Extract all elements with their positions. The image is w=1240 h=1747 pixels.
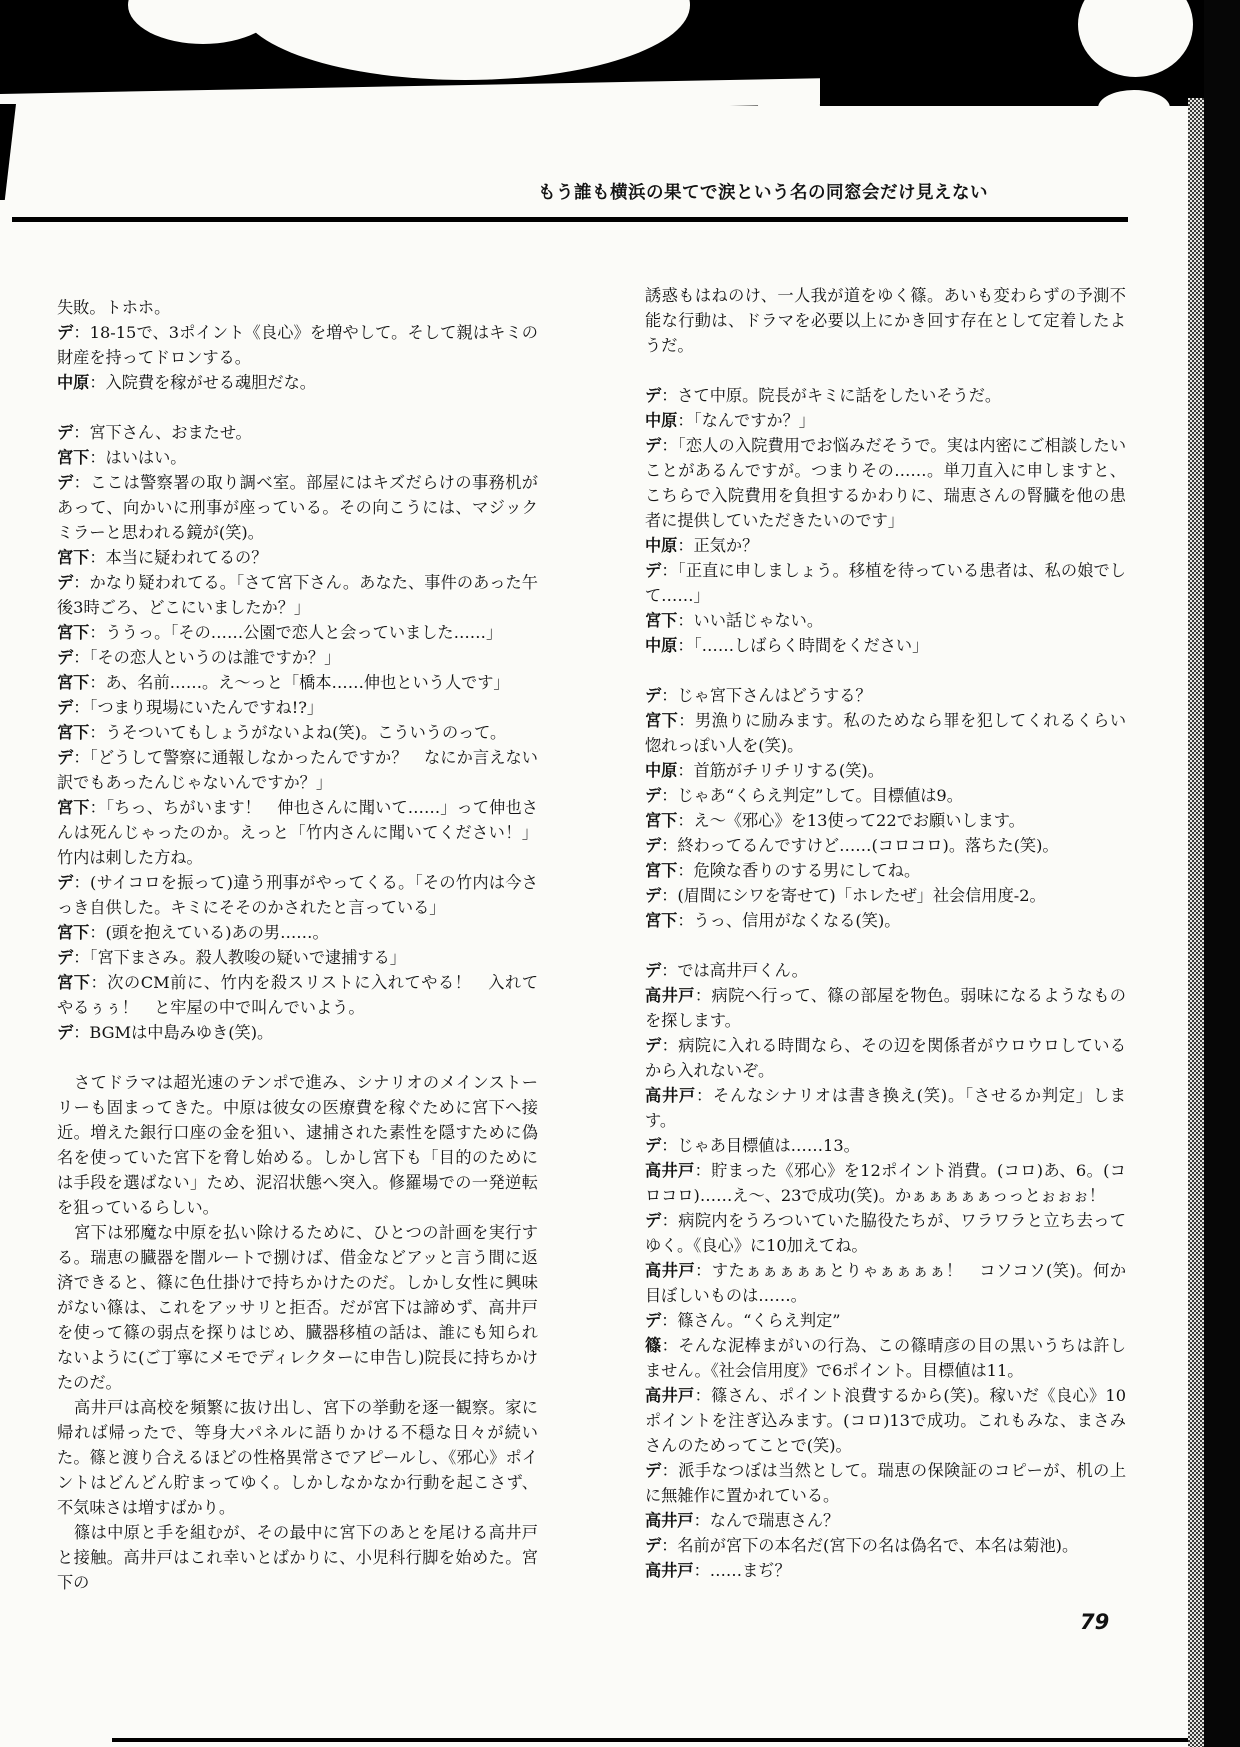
speaker-name: 宮下 xyxy=(57,798,90,817)
dialogue-line: 宮下：いい話じゃない。 xyxy=(645,611,824,630)
dialogue-line: 宮下：ううっ。「その……公園で恋人と会っていました……」 xyxy=(57,623,503,642)
dialogue-line: デ：さて中原。院長がキミに話をしたいそうだ。 xyxy=(645,386,1002,405)
dialogue-line: デ：宮下さん、おまたせ。 xyxy=(57,423,252,442)
dialogue-line: デ：「正直に申しましょう。移植を待っている患者は、私の娘でして……」 xyxy=(645,561,1126,605)
speaker-name: 高井戸 xyxy=(645,986,695,1005)
speaker-name: 高井戸 xyxy=(645,1086,696,1105)
scan-artifact-bottom-line xyxy=(112,1738,1204,1742)
speaker-name: 高井戸 xyxy=(645,1511,694,1530)
speaker-name: デ xyxy=(645,1536,662,1555)
speaker-name: 中原 xyxy=(645,536,678,555)
right-text-column xyxy=(645,283,1126,1583)
scan-white-blob xyxy=(1098,90,1170,126)
dialogue-line: デ：「宮下まさみ。殺人教唆の疑いで逮捕する」 xyxy=(57,948,406,967)
scan-artifact-top-band xyxy=(0,0,1240,106)
narrative-paragraph: 失敗。トホホ。 xyxy=(57,298,171,317)
speaker-name: デ xyxy=(645,1136,662,1155)
speaker-name: 篠 xyxy=(645,1336,662,1355)
speaker-name: 中原 xyxy=(57,373,90,392)
speaker-name: 宮下 xyxy=(645,911,678,930)
speaker-name: デ xyxy=(645,1461,662,1480)
dialogue-line: デ：かなり疑われてる。「さて宮下さん。あなた、事件のあった午後3時ごろ、どこにいましたか？」 xyxy=(57,573,538,617)
dialogue-line: 高井戸：篠さん、ポイント浪費するから(笑)。稼いだ《良心》10ポイントを注ぎ込みます。(コロ)13で成功。これもみな、まさみさんのためってことで(笑)。 xyxy=(645,1386,1127,1455)
speaker-name: 高井戸 xyxy=(645,1386,695,1405)
dialogue-line: デ：では高井戸くん。 xyxy=(645,961,808,980)
dialogue-line: デ：「つまり現場にいたんですね!?」 xyxy=(57,698,324,717)
header-rule xyxy=(12,217,1128,222)
speaker-name: 中原 xyxy=(645,636,678,655)
speaker-name: 宮下 xyxy=(645,861,678,880)
dialogue-line: 宮下：本当に疑われてるの？ xyxy=(57,548,268,567)
dialogue-line: デ：18-15で、3ポイント《良心》を増やして。そして親はキミの財産を持ってドロンする。 xyxy=(57,323,538,367)
dialogue-line: 中原：入院費を稼がせる魂胆だな。 xyxy=(57,373,316,392)
speaker-name: 宮下 xyxy=(645,611,678,630)
page-number: 79 xyxy=(1080,1610,1110,1634)
dialogue-line: デ：じゃ宮下さんはどうする？ xyxy=(645,686,872,705)
dialogue-line: デ：「恋人の入院費用でお悩みだそうで。実は内密にご相談したいことがあるんですが。つまりその……。単刀直入に申しますと、こちらで入院費用を負担するかわりに、瑞恵さんの腎臓を他の患者に提供していただきたいのです」 xyxy=(645,436,1127,530)
speaker-name: デ xyxy=(57,873,74,892)
speaker-name: デ xyxy=(645,886,662,905)
speaker-name: 高井戸 xyxy=(645,1561,694,1580)
speaker-name: 高井戸 xyxy=(645,1161,695,1180)
speaker-name: デ xyxy=(57,948,74,967)
speaker-name: デ xyxy=(645,1311,662,1330)
narrative-paragraph: 高井戸は高校を頻繁に抜け出し、宮下の挙動を逐一観察。家に帰れば帰ったで、等身大パネルに語りかける不穏な日々が続いた。篠と渡り合えるほどの性格異常さでアピールし、《邪心》ポイントはどんどん貯まってゆく。しかしなかなか行動を起こさず、不気味さは増すばかり。 xyxy=(57,1398,538,1517)
dialogue-line: 宮下：男漁りに励みます。私のためなら罪を犯してくれるくらい惚れっぽい人を(笑)。 xyxy=(645,711,1127,755)
speaker-name: デ xyxy=(645,786,662,805)
dialogue-line: デ：病院内をうろついていた脇役たちが、ワラワラと立ち去ってゆく。《良心》に10加えてね。 xyxy=(645,1211,1126,1255)
speaker-name: デ xyxy=(57,323,74,342)
dialogue-line: 高井戸：そんなシナリオは書き換え(笑)。「させるか判定」します。 xyxy=(645,1086,1126,1130)
speaker-name: 中原 xyxy=(645,411,678,430)
running-header-title: もう誰も横浜の果てで涙という名の同窓会だけ見えない xyxy=(538,183,988,203)
scan-white-blob xyxy=(240,0,690,80)
dialogue-line: 高井戸：病院へ行って、篠の部屋を物色。弱味になるようなものを探します。 xyxy=(645,986,1126,1030)
dialogue-line: デ：派手なつぼは当然として。瑞恵の保険証のコピーが、机の上に無雑作に置かれている。 xyxy=(645,1461,1127,1505)
speaker-name: デ xyxy=(57,423,74,442)
dialogue-line: デ：BGMは中島みゆき(笑)。 xyxy=(57,1023,274,1042)
dialogue-line: 宮下：あ、名前……。え〜っと「橋本……伸也という人です」 xyxy=(57,673,510,692)
speaker-name: 宮下 xyxy=(57,723,90,742)
speaker-name: デ xyxy=(645,686,662,705)
dialogue-line: デ：終わってるんですけど……(コロコロ)。落ちた(笑)。 xyxy=(645,836,1059,855)
dialogue-line: 中原：「なんですか？」 xyxy=(645,411,815,430)
speaker-name: 高井戸 xyxy=(645,1261,696,1280)
dialogue-line: 高井戸：すたぁぁぁぁぁとりゃぁぁぁぁ！ コソコソ(笑)。何か目ぼしいものは……。 xyxy=(645,1261,1127,1305)
speaker-name: デ xyxy=(57,573,74,592)
narrative-paragraph: 篠は中原と手を組むが、その最中に宮下のあとを尾ける高井戸と接触。高井戸はこれ幸いとばかりに、小児科行脚を始めた。宮下の xyxy=(57,1523,538,1592)
scan-artifact-left-sliver xyxy=(0,104,16,200)
dialogue-line: デ：病院に入れる時間なら、その辺を関係者がウロウロしているから入れないぞ。 xyxy=(645,1036,1127,1080)
dialogue-line: デ：「その恋人というのは誰ですか？」 xyxy=(57,648,341,667)
dialogue-line: デ：(サイコロを振って)違う刑事がやってくる。「その竹内は今さっき自供した。キミにそそのかされたと言っている」 xyxy=(57,873,538,917)
speaker-name: デ xyxy=(57,648,74,667)
speaker-name: デ xyxy=(645,386,662,405)
speaker-name: 宮下 xyxy=(645,811,678,830)
dialogue-line: 宮下：(頭を抱えている)あの男……。 xyxy=(57,923,329,942)
dialogue-line: デ：じゃあ“くらえ判定”して。目標値は9。 xyxy=(645,786,963,805)
dialogue-line: デ：「どうして警察に通報しなかったんですか？ なにか言えない訳でもあったんじゃないんですか？」 xyxy=(57,748,538,792)
dialogue-line: 宮下：危険な香りのする男にしてね。 xyxy=(645,861,921,880)
dialogue-line: デ：篠さん。“くらえ判定” xyxy=(645,1311,841,1330)
dialogue-line: 宮下：え〜《邪心》を13使って22でお願いします。 xyxy=(645,811,1025,830)
dialogue-line: 篠：そんな泥棒まがいの行為、この篠晴彦の目の黒いうちは許しません。《社会信用度》で6ポイント。目標値は11。 xyxy=(645,1336,1127,1380)
dialogue-line: デ：ここは警察署の取り調べ室。部屋にはキズだらけの事務机があって、向かいに刑事が座っている。その向こうには、マジックミラーと思われる鏡が(笑)。 xyxy=(57,473,538,542)
speaker-name: 宮下 xyxy=(57,973,91,992)
speaker-name: デ xyxy=(645,1211,662,1230)
speaker-name: デ xyxy=(57,698,74,717)
speaker-name: デ xyxy=(645,1036,662,1055)
dialogue-line: 中原：首筋がチリチリする(笑)。 xyxy=(645,761,884,780)
narrative-paragraph: 誘惑もはねのけ、一人我が道をゆく篠。あいも変わらずの予測不能な行動は、ドラマを必要以上にかき回す存在として定着したようだ。 xyxy=(645,286,1126,355)
scan-white-blob xyxy=(1078,0,1193,77)
dialogue-line: デ：じゃあ目標値は……13。 xyxy=(645,1136,860,1155)
speaker-name: デ xyxy=(57,473,74,492)
dialogue-line: 宮下：次のCM前に、竹内を殺スリストに入れてやる！ 入れてやるぅぅ！ と牢屋の中で叫んでいよう。 xyxy=(57,973,539,1017)
speaker-name: 宮下 xyxy=(57,923,90,942)
dialogue-line: デ：(眉間にシワを寄せて)「ホレたぜ」社会信用度-2。 xyxy=(645,886,1046,905)
dialogue-line: 中原：正気か？ xyxy=(645,536,759,555)
dialogue-line: 宮下：「ちっ、ちがいます！ 伸也さんに聞いて……」って伸也さんは死んじゃったのか。えっと「竹内さんに聞いてください！」竹内は刺した方ね。 xyxy=(57,798,538,867)
dialogue-line: 高井戸：……まぢ？ xyxy=(645,1561,791,1580)
dialogue-line: デ：名前が宮下の本名だ(宮下の名は偽名で、本名は菊池)。 xyxy=(645,1536,1079,1555)
dialogue-line: 宮下：うそついてもしょうがないよね(笑)。こういうのって。 xyxy=(57,723,507,742)
scan-artifact-gutter-black xyxy=(1204,0,1240,1747)
speaker-name: デ xyxy=(645,436,662,455)
dialogue-line: 高井戸：貯まった《邪心》を12ポイント消費。(コロ)あ、6。(コロコロ)……え〜、23で成功(笑)。かぁぁぁぁぁっっとぉぉぉ！ xyxy=(645,1161,1126,1205)
dialogue-line: 宮下：はいはい。 xyxy=(57,448,187,467)
left-text-column xyxy=(57,295,538,1595)
narrative-paragraph: さてドラマは超光速のテンポで進み、シナリオのメインストーリーも固まってきた。中原は彼女の医療費を稼ぐために宮下へ接近。増えた銀行口座の金を狙い、逮捕された素性を隠すために偽名を使っていた宮下を脅し始める。しかし宮下も「目的のためには手段を選ばない」ため、泥沼状態へ突入。修羅場での一発逆転を狙っているらしい。 xyxy=(57,1073,538,1217)
speaker-name: デ xyxy=(57,748,74,767)
speaker-name: 宮下 xyxy=(645,711,679,730)
scan-page-edge-slant xyxy=(0,78,820,120)
speaker-name: 宮下 xyxy=(57,448,90,467)
speaker-name: デ xyxy=(57,1023,74,1042)
speaker-name: 中原 xyxy=(645,761,678,780)
dialogue-line: 高井戸：なんで瑞恵さん？ xyxy=(645,1511,840,1530)
speaker-name: デ xyxy=(645,836,662,855)
speaker-name: 宮下 xyxy=(57,548,90,567)
speaker-name: 宮下 xyxy=(57,673,90,692)
speaker-name: デ xyxy=(645,961,662,980)
speaker-name: デ xyxy=(645,561,662,580)
dialogue-line: 中原：「……しばらく時間をください」 xyxy=(645,636,929,655)
dialogue-line: 宮下：うっ、信用がなくなる(笑)。 xyxy=(645,911,901,930)
speaker-name: 宮下 xyxy=(57,623,90,642)
narrative-paragraph: 宮下は邪魔な中原を払い除けるために、ひとつの計画を実行する。瑞恵の臓器を闇ルートで捌けば、借金などアッと言う間に返済できると、篠に色仕掛けで持ちかけたのだ。しかし女性に興味がない篠は、これをアッサリと拒否。だが宮下は諦めず、高井戸を使って篠の弱点を探りはじめ、臓器移植の話は、誰にも知られないように(ご丁寧にメモでディレクターに申告し)院長に持ちかけたのだ。 xyxy=(57,1223,538,1392)
